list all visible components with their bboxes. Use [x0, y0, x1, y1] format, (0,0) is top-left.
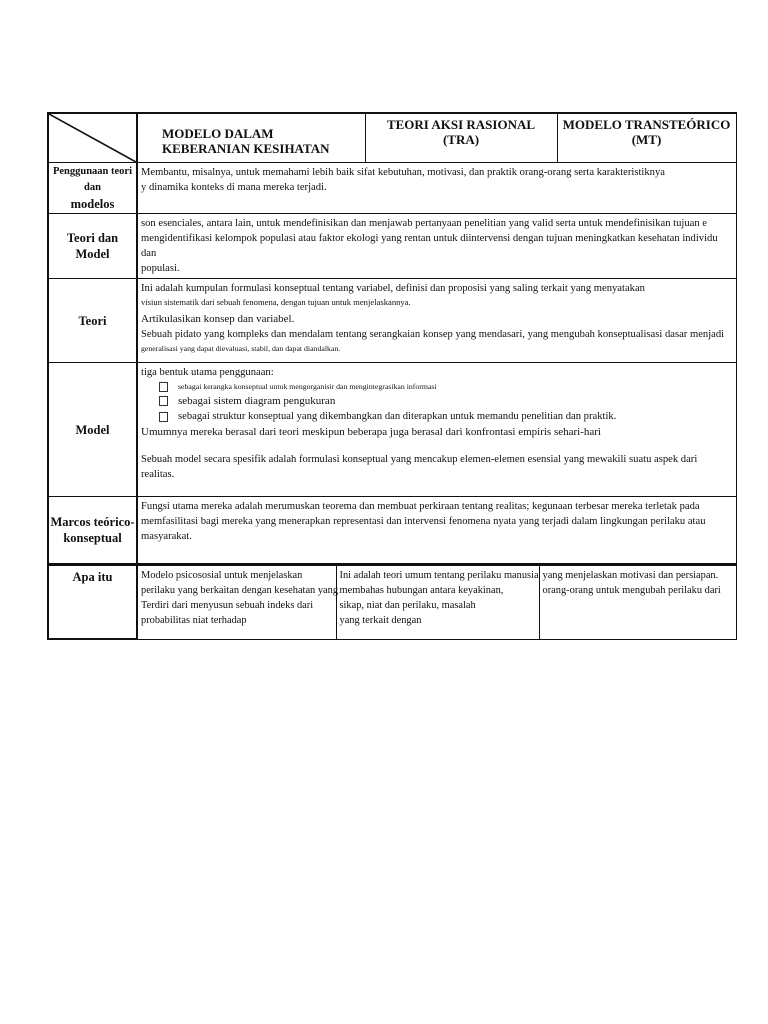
text-line: Sebuah model secara spesifik adalah formulasi konseptual yang mencakup elemen-elemen esensial yang mewakili suatu aspek dari [141, 454, 698, 465]
row-content-teori-dan-model [137, 214, 736, 279]
text-line: Membantu, misalnya, untuk memahami lebih baik sifat kebutuhan, motivasi, dan praktik orang-orang serta karakteristiknya [141, 167, 665, 178]
row-label-marcos [48, 497, 137, 564]
row-label-teori [48, 279, 137, 363]
text-line: membahas hubungan antara keyakinan, [339, 584, 504, 596]
row-label-penggunaan [48, 163, 137, 214]
row-label-line: Marcos teórico- [50, 514, 135, 529]
text-line: yang terkait dengan [339, 614, 422, 626]
text-line: orang-orang untuk mengubah perilaku dari [542, 584, 721, 596]
apa-itu-label [48, 565, 137, 639]
bullet-box-icon [159, 396, 168, 406]
apa-itu-row [48, 565, 736, 639]
bullet-box-icon [159, 382, 168, 392]
row-content-marcos [137, 497, 736, 564]
header-col2-line2: (TRA) [442, 132, 480, 147]
header-col3-line2: (MT) [631, 132, 662, 147]
row-model [48, 363, 736, 497]
header-col2-line1: TEORI AKSI RASIONAL [386, 117, 536, 132]
bullet-text: sebagai struktur konseptual yang dikembangkan dan diterapkan untuk memandu penelitian dan praktik. [178, 411, 617, 422]
diagonal-corner-cell [48, 113, 137, 163]
header-modelo-dalam-keberanian [137, 113, 365, 163]
apa-itu-cell-1 [137, 565, 339, 639]
row-label-line: Model [75, 422, 110, 437]
header-col1-text: MODELO DALAM KEBERANIAN KESIHATAN [162, 126, 330, 156]
text-line: memfasilitasi bagi mereka yang menerapkan representasi dan intervensi fenomena nyata yang terjadi dalam lingkungan perilaku atau [141, 516, 706, 527]
row-content-model [137, 363, 736, 497]
text-line: Artikulasikan konsep dan variabel. [141, 313, 295, 325]
row-penggunaan [48, 163, 736, 214]
text-line: sikap, niat dan perilaku, masalah [339, 599, 476, 611]
row-label-penggunaan-line2: modelos [70, 197, 115, 211]
bullet-item [159, 393, 733, 409]
text-line: Terdiri dari menyusun sebuah indeks dari [141, 599, 314, 611]
row-content-penggunaan [137, 163, 736, 214]
apa-itu-cell-2 [336, 565, 539, 639]
text-line: Umumnya mereka berasal dari teori meskipun beberapa juga berasal dari konfrontasi empiris sehari-hari [141, 426, 601, 438]
text-line: populasi. [141, 263, 180, 274]
bullet-item [159, 409, 733, 424]
text-line: son esenciales, antara lain, untuk mendefinisikan dan menjawab pertanyaan penelitian yang valid serta untuk mendefinisikan tujuan e [141, 218, 707, 229]
text-line: Ini adalah teori umum tentang perilaku manusia [339, 569, 539, 581]
apa-itu-label-text: Apa itu [72, 570, 113, 584]
row-label-line: konseptual [63, 530, 122, 545]
header-teori-aksi-rasional [365, 113, 557, 163]
bullet-box-icon [159, 412, 168, 422]
bullet-text: sebagai kerangka konseptual untuk mengorganisir dan mengintegrasikan informasi [178, 382, 437, 391]
row-label-line: Model [75, 247, 110, 261]
text-line: y dinamika konteks di mana mereka terjadi. [141, 182, 327, 193]
row-label-teori-dan-model [48, 214, 137, 279]
bullet-text: sebagai sistem diagram pengukuran [178, 395, 336, 407]
header-modelo-transteorico [557, 113, 736, 163]
row-label-model [48, 363, 137, 497]
row-marcos [48, 497, 736, 564]
text-line: Modelo psicososial untuk menjelaskan [141, 569, 303, 581]
text-line: Sebuah pidato yang kompleks dan mendalam tentang serangkaian konsep yang mendasari, yang mengubah konseptualisasi dasar menjadi [141, 329, 725, 340]
text-line: Ini adalah kumpulan formulasi konseptual tentang variabel, definisi dan proposisi yang saling terkait yang menyatakan [141, 283, 645, 294]
apa-itu-table [47, 564, 737, 640]
comparison-table [47, 112, 737, 565]
table-header-row [48, 113, 736, 163]
text-line: mengidentifikasi kelompok populasi atau faktor ekologi yang rentan untuk diintervensi dengan tujuan meningkatkan kesehatan individu dan [141, 233, 718, 259]
text-line: visiun sistematik dari sebuah fenomena, dengan tujuan untuk menjelaskannya. [141, 297, 411, 307]
apa-itu-cell-3 [539, 565, 736, 639]
row-label-penggunaan-line1: Penggunaan teori dan [52, 166, 133, 193]
header-col3-line1: MODELO TRANSTEÓRICO [562, 117, 731, 132]
text-line: realitas. [141, 469, 175, 480]
text-line: yang menjelaskan motivasi dan persiapan. [542, 569, 719, 581]
text-line: Fungsi utama mereka adalah merumuskan teorema dan membuat perkiraan tentang realitas; kegunaan terbesar mereka terletak pada [141, 501, 700, 512]
diagonal-line [49, 114, 136, 162]
row-label-line: Teori [78, 313, 107, 328]
text-line: perilaku yang berkaitan dengan kesehatan yang [141, 584, 339, 596]
text-line: tiga bentuk utama penggunaan: [141, 367, 274, 378]
text-line: probabilitas niat terhadap [141, 614, 247, 626]
row-label-line: Teori dan [66, 231, 119, 245]
text-line: masyarakat. [141, 531, 192, 542]
row-teori-dan-model [48, 214, 736, 279]
row-content-teori [137, 279, 736, 363]
bullet-item [159, 380, 733, 393]
text-line: generalisasi yang dapat dievaluasi, stabil, dan dapat diandalkan. [141, 344, 341, 353]
row-teori [48, 279, 736, 363]
